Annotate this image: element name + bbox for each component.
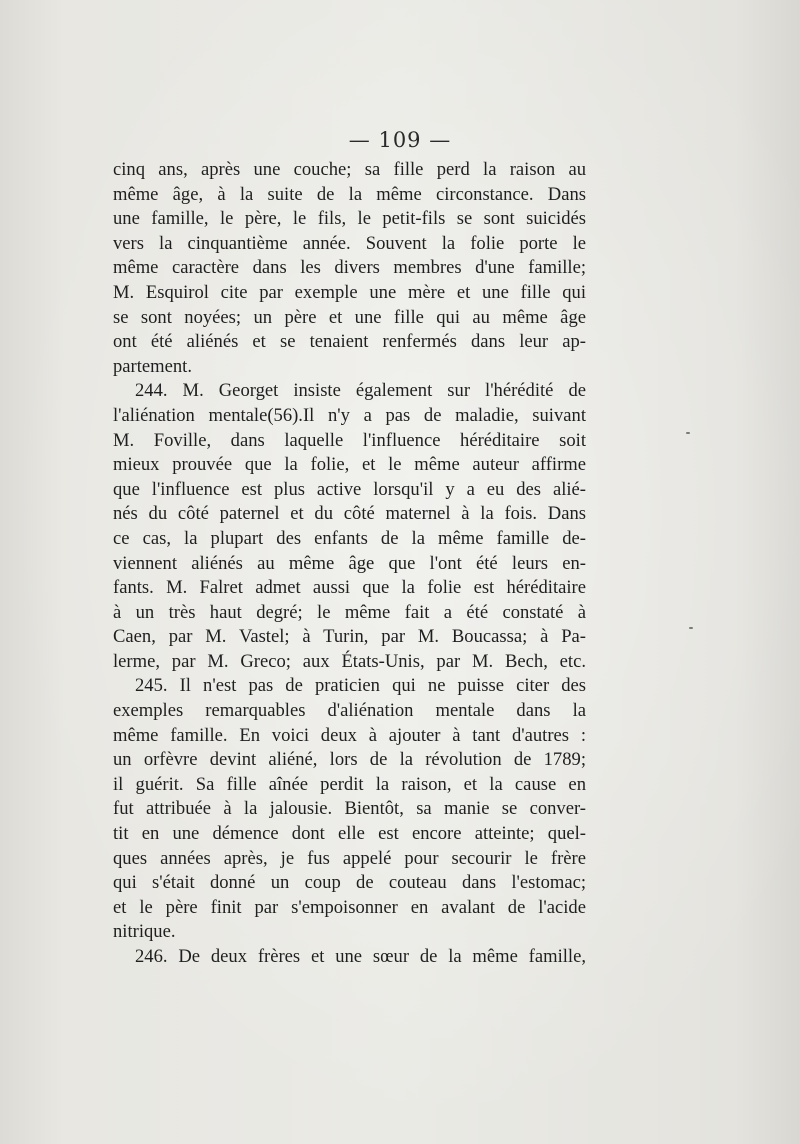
text-line: il guérit. Sa fille aînée perdit la raison, et la cause en xyxy=(113,773,586,795)
text-line: ont été aliénés et se tenaient renfermés dans leur ap- xyxy=(113,331,586,353)
text-line: lerme, par M. Greco; aux États-Unis, par M. Bech, etc. xyxy=(113,650,586,672)
text-line: à un très haut degré; le même fait a été constaté à xyxy=(113,601,586,623)
text-line: une famille, le père, le fils, le petit-fils se sont suicidés xyxy=(113,208,586,230)
text-line: nés du côté paternel et du côté maternel à la fois. Dans xyxy=(113,503,586,525)
text-line: même caractère dans les divers membres d'une famille; xyxy=(113,257,586,279)
paper-speck xyxy=(689,627,693,629)
text-line: ce cas, la plupart des enfants de la même famille de- xyxy=(113,527,586,549)
text-line: 246. De deux frères et une sœur de la même famille, xyxy=(135,946,586,967)
text-line: ques années après, je fus appelé pour secourir le frère xyxy=(113,847,586,869)
page-number: — 109 — xyxy=(348,128,452,152)
text-line: tit en une démence dont elle est encore atteinte; quel- xyxy=(113,823,586,845)
text-line: M. Foville, dans laquelle l'influence héréditaire soit xyxy=(113,429,586,451)
text-line: même âge, à la suite de la même circonstance. Dans xyxy=(113,183,586,205)
text-line: fut attribuée à la jalousie. Bientôt, sa manie se conver- xyxy=(113,798,586,820)
text-line: 244. M. Georget insiste également sur l'hérédité de xyxy=(135,380,586,402)
text-line: vers la cinquantième année. Souvent la folie porte le xyxy=(113,232,586,254)
body-text xyxy=(113,158,586,970)
text-line: 245. Il n'est pas de praticien qui ne puisse citer des xyxy=(135,675,586,697)
text-line: un orfèvre devint aliéné, lors de la révolution de 1789; xyxy=(113,749,586,771)
text-line: mieux prouvée que la folie, et le même auteur affirme xyxy=(113,454,586,476)
text-line: viennent aliénés au même âge que l'ont été leurs en- xyxy=(113,552,586,574)
text-line: que l'influence est plus active lorsqu'il y a eu des alié- xyxy=(113,478,586,500)
text-line: cinq ans, après une couche; sa fille perd la raison au xyxy=(113,159,586,180)
paper-speck xyxy=(686,432,690,434)
text-line: Caen, par M. Vastel; à Turin, par M. Boucassa; à Pa- xyxy=(113,626,586,648)
text-line: nitrique. xyxy=(113,921,176,943)
text-line: se sont noyées; un père et une fille qui au même âge xyxy=(113,306,586,328)
text-line: partement. xyxy=(113,355,192,377)
text-line: M. Esquirol cite par exemple une mère et une fille qui xyxy=(113,281,586,303)
text-line: fants. M. Falret admet aussi que la folie est héréditaire xyxy=(113,577,586,599)
text-line: l'aliénation mentale(56).Il n'y a pas de maladie, suivant xyxy=(113,404,586,426)
text-line: exemples remarquables d'aliénation mentale dans la xyxy=(113,700,586,722)
text-line: même famille. En voici deux à ajouter à tant d'autres : xyxy=(113,724,586,746)
text-line: qui s'était donné un coup de couteau dans l'estomac; xyxy=(113,872,586,894)
text-line: et le père finit par s'empoisonner en avalant de l'acide xyxy=(113,896,586,918)
